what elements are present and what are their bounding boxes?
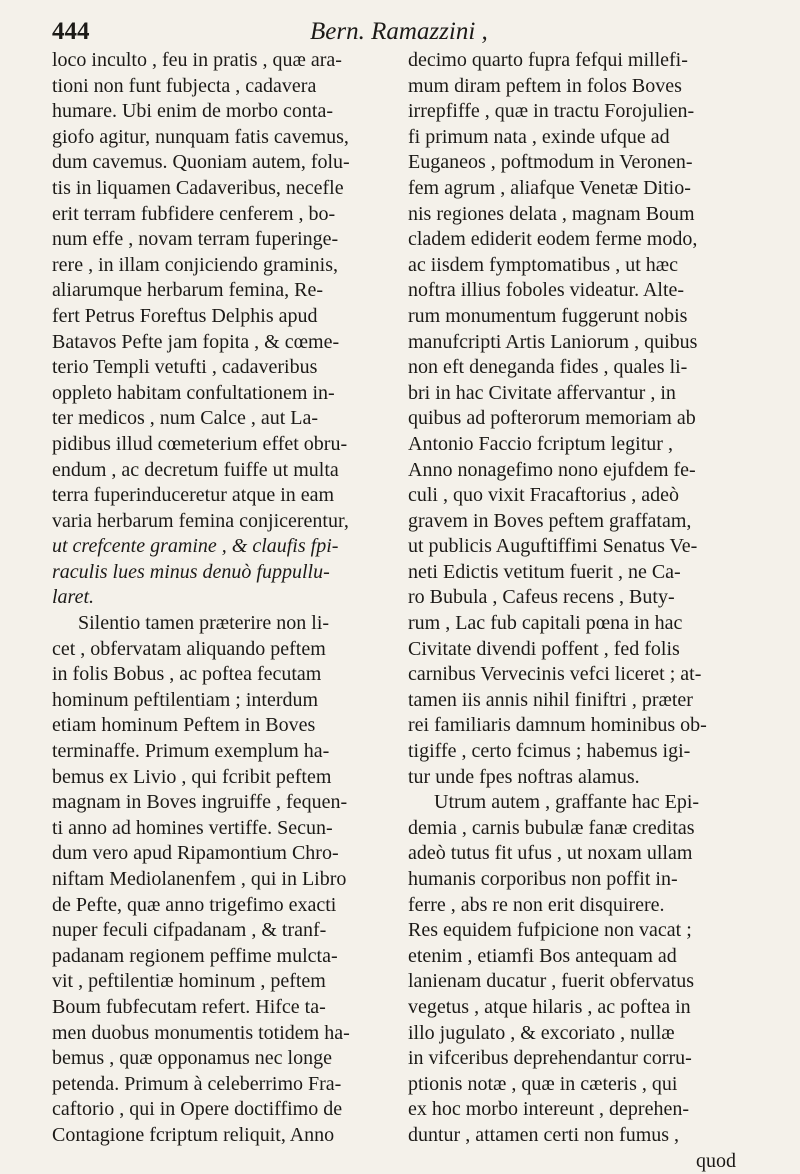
- text-line: in vifceribus deprehendantur corru-: [408, 1047, 692, 1070]
- text-line: caftorio , qui in Opere doctiffimo de: [52, 1098, 343, 1121]
- text-line: nis regiones delata , magnam Boum: [408, 202, 695, 225]
- text-line: aliarumque herbarum femina, Re-: [52, 279, 323, 302]
- text-line: padanam regionem peffime mulcta-: [52, 944, 338, 967]
- text-line: nuper feculi cifpadanam , & tranf-: [52, 919, 327, 942]
- text-line: cet , obfervatam aliquando peftem: [52, 637, 326, 660]
- text-line: oppleto habitam confultationem in-: [52, 381, 335, 404]
- text-line: illo jugulato , & excoriato , nullæ: [408, 1021, 675, 1044]
- text-line: pidibus illud cœmeterium effet obru-: [52, 432, 348, 455]
- text-line: ac iisdem fymptomatibus , ut hæc: [408, 253, 678, 276]
- text-line: neti Edictis vetitum fuerit , ne Ca-: [408, 560, 681, 583]
- text-line: vegetus , atque hilaris , ac poftea in: [408, 995, 691, 1018]
- text-line: humanis corporibus non poffit in-: [408, 868, 678, 890]
- text-line: manufcripti Artis Laniorum , quibus: [408, 330, 698, 353]
- text-line: fem agrum , aliafque Venetæ Ditio-: [408, 176, 691, 199]
- left-column: [52, 48, 398, 1149]
- text-line: Silentio tamen præterire non li-: [78, 612, 330, 635]
- text-line: terio Templi vetufti , cadaveribus: [52, 356, 318, 379]
- text-line: etiam hominum Peftem in Boves: [52, 714, 316, 737]
- text-line: men duobus monumentis totidem ha-: [52, 1021, 350, 1044]
- text-line: petenda. Primum à celeberrimo Fra-: [52, 1072, 342, 1095]
- page-number: 444: [52, 18, 90, 45]
- text-line: ti anno ad homines vertiffe. Secun-: [52, 816, 333, 839]
- text-line: ro Bubula , Cafeus recens , Buty-: [408, 586, 675, 609]
- text-line: terminaffe. Primum exemplum ha-: [52, 740, 330, 763]
- text-line: non eft deneganda fides , quales li-: [408, 356, 688, 379]
- text-line: gravem in Boves peftem graffatam,: [408, 509, 692, 532]
- text-line: Contagione fcriptum reliquit, Anno: [52, 1123, 335, 1146]
- text-line: ferre , abs re non erit disquirere.: [408, 893, 665, 916]
- text-line: magnam in Boves ingruiffe , fequen-: [52, 791, 348, 814]
- text-line: Utrum autem , graffante hac Epi-: [434, 791, 700, 814]
- text-line: fert Petrus Foreftus Delphis apud: [52, 304, 318, 327]
- text-line: loco inculto , feu in pratis , quæ ara-: [52, 49, 342, 71]
- text-line: tur unde fpes noftras alamus.: [408, 765, 640, 788]
- text-line: laret.: [52, 586, 95, 609]
- text-line: num effe , novam terram fuperinge-: [52, 228, 339, 251]
- text-line: Boum fubfecutam refert. Hifce ta-: [52, 995, 326, 1018]
- text-line: lanienam ducatur , fuerit obfervatus: [408, 970, 694, 993]
- text-line: Anno nonagefimo nono ejufdem fe-: [408, 458, 696, 481]
- text-line: Antonio Faccio fcriptum legitur ,: [408, 432, 673, 455]
- text-line: culi , quo vixit Fracaftorius , adeò: [408, 484, 680, 507]
- text-line: quibus ad pofterorum memoriam ab: [408, 407, 696, 430]
- text-line: niftam Mediolanenfem , qui in Libro: [52, 868, 347, 890]
- text-line: demia , carnis bubulæ fanæ creditas: [408, 816, 695, 839]
- text-line: terra fuperinduceretur atque in eam: [52, 484, 335, 507]
- text-line: ex hoc morbo intereunt , deprehen-: [408, 1098, 690, 1121]
- text-line: tigiffe , certo fcimus ; habemus igi-: [408, 740, 691, 763]
- text-line: Batavos Pefte jam fopita , & cœme-: [52, 330, 340, 353]
- right-column: [408, 48, 754, 1174]
- running-head: Bern. Ramazzini ,: [310, 18, 488, 45]
- text-line: noftra illius foboles videatur. Alte-: [408, 279, 685, 302]
- text-line: erit terram fubfidere cenferem , bo-: [52, 202, 336, 225]
- text-line: ut crefcente gramine , & claufis fpi-: [52, 535, 339, 558]
- text-line: ptionis notæ , quæ in cæteris , qui: [408, 1072, 678, 1095]
- text-line: fi primum nata , exinde ufque ad: [408, 125, 670, 148]
- text-line: cladem ediderit eodem ferme modo,: [408, 228, 698, 251]
- text-line: giofo agitur, nunquam fatis cavemus,: [52, 125, 349, 148]
- text-line: carnibus Vervecinis vefci liceret ; at-: [408, 663, 702, 686]
- text-line: duntur , attamen certi non fumus ,: [408, 1123, 680, 1146]
- text-line: varia herbarum femina conjicerentur,: [52, 509, 349, 532]
- text-line: endum , ac decretum fuiffe ut multa: [52, 458, 339, 481]
- text-line: dum cavemus. Quoniam autem, folu-: [52, 151, 350, 174]
- text-line: bri in hac Civitate affervantur , in: [408, 381, 676, 404]
- text-line: bemus , quæ opponamus nec longe: [52, 1047, 332, 1070]
- text-line: tioni non funt fubjecta , cadavera: [52, 74, 317, 97]
- text-line: adeò tutus fit ufus , ut noxam ullam: [408, 842, 693, 865]
- text-line: in folis Bobus , ac poftea fecutam: [52, 663, 322, 686]
- text-line: dum vero apud Ripamontium Chro-: [52, 842, 339, 865]
- text-line: mum diram peftem in folos Boves: [408, 74, 682, 97]
- text-line: rum , Lac fub capitali pœna in hac: [408, 612, 683, 635]
- text-line: decimo quarto fupra fefqui millefi-: [408, 49, 688, 71]
- text-line: tamen iis annis nihil finiftri , præter: [408, 688, 693, 711]
- text-line: humare. Ubi enim de morbo conta-: [52, 100, 334, 123]
- text-line: vit , peftilentiæ hominum , peftem: [52, 970, 326, 993]
- text-line: bemus ex Livio , qui fcribit peftem: [52, 765, 332, 788]
- text-line: etenim , etiamfi Bos antequam ad: [408, 944, 677, 967]
- text-line: ter medicos , num Calce , aut La-: [52, 407, 319, 430]
- text-line: tis in liquamen Cadaveribus, necefle: [52, 176, 344, 199]
- text-line: raculis lues minus denuò fuppullu-: [52, 560, 330, 583]
- text-line: quod: [696, 1149, 736, 1172]
- text-line: de Pefte, quæ anno trigefimo exacti: [52, 893, 337, 916]
- text-line: ut publicis Auguftiffimi Senatus Ve-: [408, 535, 698, 558]
- text-line: Euganeos , poftmodum in Veronen-: [408, 151, 693, 174]
- text-line: hominum peftilentiam ; interdum: [52, 688, 319, 711]
- text-line: rei familiaris damnum hominibus ob-: [408, 714, 707, 737]
- text-line: rere , in illam conjiciendo graminis,: [52, 253, 339, 276]
- text-line: irrepfiffe , quæ in tractu Forojulien-: [408, 100, 695, 123]
- text-line: rum monumentum fuggerunt nobis: [408, 304, 688, 327]
- text-line: Civitate divendi poffent , fed folis: [408, 637, 680, 660]
- text-line: Res equidem fufpicione non vacat ;: [408, 919, 692, 942]
